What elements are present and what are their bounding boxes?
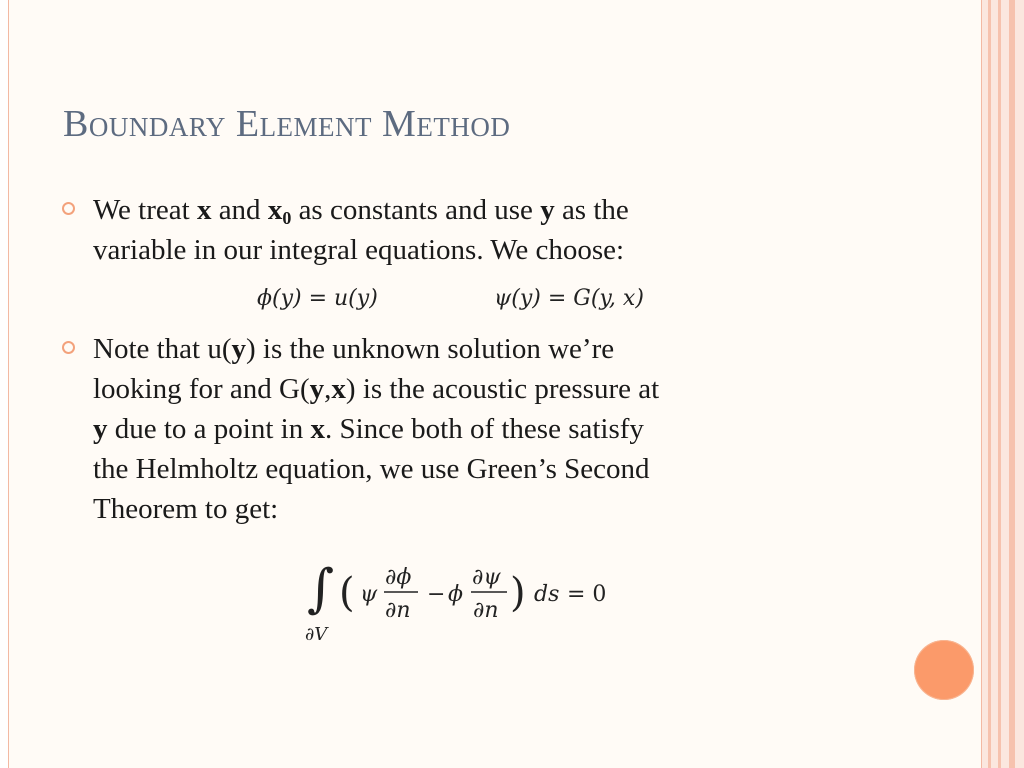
bullet-ring-icon bbox=[62, 341, 75, 354]
left-paren: ( bbox=[339, 570, 355, 616]
bold-symbol: x bbox=[331, 373, 346, 405]
text-run: as the bbox=[554, 194, 629, 226]
bold-symbol: y bbox=[231, 333, 247, 365]
text-run: Note that u( bbox=[93, 333, 232, 365]
text-run: looking for and G( bbox=[93, 373, 310, 405]
denominator-dn: ∂n bbox=[385, 598, 411, 623]
equation-psi: ψ(y) = G(y, x) bbox=[494, 286, 644, 311]
integral-sign: ∫ bbox=[307, 559, 335, 619]
numerator-dphi: ∂ϕ bbox=[385, 565, 412, 590]
equation-phi: ϕ(y) = u(y) bbox=[257, 286, 378, 311]
phi-symbol: ϕ bbox=[448, 582, 463, 607]
bold-symbol bbox=[268, 194, 292, 226]
integral-domain: ∂V bbox=[305, 624, 328, 645]
bold-symbol: x bbox=[196, 194, 212, 226]
stripe bbox=[1009, 0, 1015, 768]
stripe bbox=[998, 0, 1001, 768]
psi-symbol: ψ bbox=[360, 582, 378, 607]
text-run: as constants and use bbox=[291, 194, 541, 226]
subscript: 0 bbox=[282, 208, 292, 228]
decorative-circle bbox=[914, 640, 974, 700]
stripe bbox=[988, 0, 991, 768]
denominator-dn: ∂n bbox=[473, 598, 499, 623]
greens-theorem-equation bbox=[305, 554, 645, 654]
text-run: ) is the acoustic pressure at bbox=[345, 373, 660, 405]
equation-graphic bbox=[305, 554, 645, 654]
bold-symbol: y bbox=[540, 194, 555, 226]
bold-symbol: y bbox=[93, 413, 108, 445]
text-run: , bbox=[324, 373, 332, 405]
text-run: We treat bbox=[93, 194, 197, 226]
slide-title: Boundary Element Method bbox=[63, 103, 511, 145]
bold-symbol: x bbox=[310, 413, 325, 445]
text-run: variable in our integral equations. We choose: bbox=[93, 234, 625, 266]
symbol-base: x bbox=[267, 194, 283, 226]
minus-sign: − bbox=[427, 582, 446, 607]
text-run: Theorem to get: bbox=[93, 493, 279, 525]
decorative-stripes bbox=[982, 0, 1024, 768]
bullet-ring-icon bbox=[62, 202, 75, 215]
equals-zero: = 0 bbox=[567, 582, 607, 607]
text-run: due to a point in bbox=[107, 413, 311, 445]
text-run: . Since both of these satisfy bbox=[324, 413, 644, 445]
bullet-text bbox=[93, 329, 893, 529]
bold-symbol: y bbox=[309, 373, 325, 405]
right-paren: ) bbox=[510, 570, 526, 616]
text-run: and bbox=[211, 194, 268, 226]
bullet-text bbox=[93, 190, 893, 270]
ds-term: ds bbox=[534, 582, 560, 607]
numerator-dpsi: ∂ψ bbox=[472, 565, 501, 590]
text-run: the Helmholtz equation, we use Green’s Second bbox=[93, 453, 650, 485]
text-run: ) is the unknown solution we’re bbox=[246, 333, 615, 365]
